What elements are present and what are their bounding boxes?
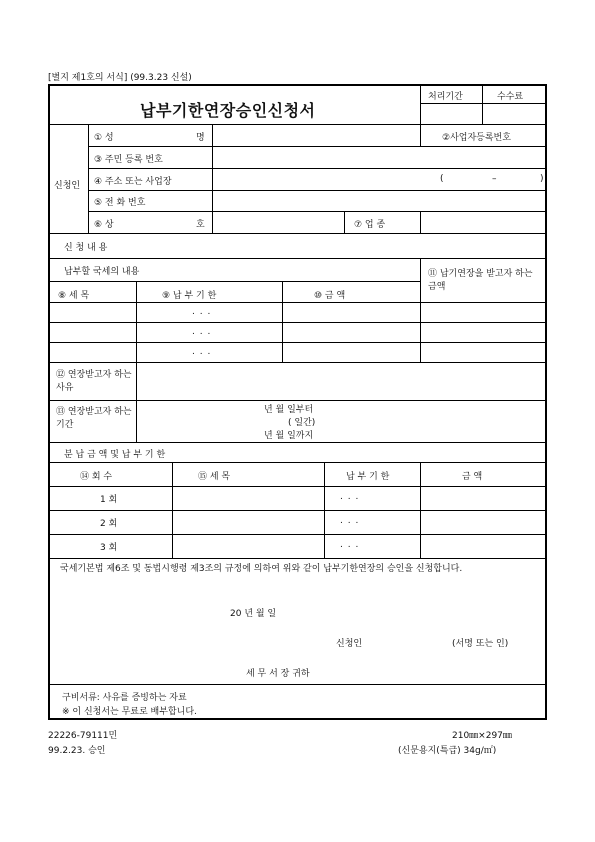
date-line: 20 년 월 일: [230, 609, 277, 619]
business-reg-no-label: ②사업자등록번호: [442, 133, 511, 143]
signature-note: (서명 또는 인): [452, 639, 509, 649]
phone-paren-open: (: [440, 174, 444, 184]
period-label: ⑬ 연장받고자 하는 기간: [56, 407, 132, 430]
trade-name-label: ⑥ 상: [94, 220, 114, 230]
phone-paren-close: ): [540, 174, 544, 184]
period-from: 년 월 일부터: [264, 405, 314, 415]
installment-row-3-date: . . .: [340, 540, 360, 550]
form-reference: [별지 제1호의 서식] (99.3.23 신설): [48, 73, 192, 83]
footer-paper-type: (신문용지(특급) 34g/㎡): [398, 746, 497, 756]
installment-row-2-date: . . .: [340, 516, 360, 526]
installment-row-2: 2 회: [100, 519, 118, 529]
tax-content-heading: 납부할 국세의 내용: [64, 267, 140, 277]
installment-due-col-header: 납 부 기 한: [346, 472, 390, 482]
name-label-suffix: 명: [196, 133, 205, 143]
business-type-label: ⑦ 업 종: [354, 220, 386, 230]
required-documents-note: 구비서류: 사유를 증빙하는 자료: [62, 693, 187, 703]
declaration-statement: 국세기본법 제6조 및 동법시행령 제3조의 규정에 의하여 위와 같이 납부기한연장의 승인을 신청합니다.: [60, 564, 463, 574]
fee-label: 수수료: [497, 92, 524, 102]
name-label: ① 성: [94, 133, 114, 143]
free-distribution-note: ※ 이 신청서는 무료로 배부합니다.: [62, 707, 197, 717]
installment-row-1: 1 회: [100, 495, 118, 505]
installment-row-1-date: . . .: [340, 492, 360, 502]
recipient: 세 무 서 장 귀하: [246, 669, 310, 679]
installment-row-3: 3 회: [100, 543, 118, 553]
phone-label: ⑤ 전 화 번호: [94, 198, 146, 208]
phone-dash: –: [492, 174, 497, 184]
processing-period-label: 처리기간: [428, 92, 463, 102]
amount-col-header: ⑩ 금 액: [314, 291, 346, 301]
due-date-col-header: ⑨ 납 부 기 한: [162, 291, 217, 301]
address-label: ④ 주소 또는 사업장: [94, 177, 172, 187]
resident-reg-no-label: ③ 주민 등록 번호: [94, 155, 163, 165]
footer-paper-size: 210㎜×297㎜: [452, 731, 512, 741]
tax-item-col-header: ⑧ 세 목: [58, 291, 90, 301]
installment-heading: 분 납 금 액 및 납 부 기 한: [64, 450, 166, 460]
installment-round-col-header: ⑭ 회 수: [80, 472, 113, 482]
form-title: 납부기한연장승인신청서: [140, 101, 316, 120]
period-days: ( 일간): [288, 418, 316, 428]
tax-row-2-date: . . .: [192, 327, 212, 337]
request-content-heading: 신 청 내 용: [64, 243, 108, 253]
applicant-signature-label: 신청인: [336, 639, 363, 649]
footer-approved: 99.2.23. 승인: [48, 746, 106, 756]
extension-amount-label: ⑪ 납기연장을 받고자 하는 금액: [428, 269, 533, 292]
footer-code: 22226-79111민: [48, 731, 118, 741]
tax-row-3-date: . . .: [192, 347, 212, 357]
tax-row-1-date: . . .: [192, 307, 212, 317]
period-to: 년 월 일까지: [264, 431, 314, 441]
applicant-label: 신청인: [54, 181, 81, 191]
installment-item-col-header: ⑮ 세 목: [198, 472, 231, 482]
application-form: [48, 84, 547, 720]
installment-amount-col-header: 금 액: [462, 472, 483, 482]
trade-name-label-suffix: 호: [196, 220, 205, 230]
reason-label: ⑫ 연장받고자 하는 사유: [56, 370, 132, 393]
